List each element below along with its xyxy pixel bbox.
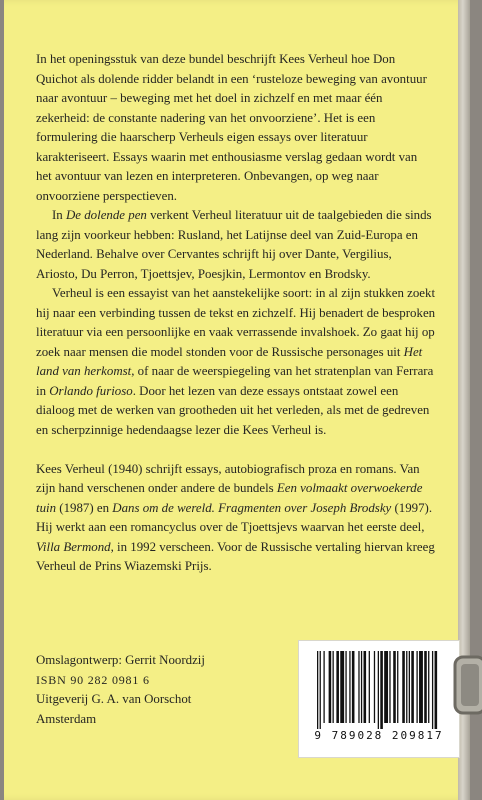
barcode-bar (340, 651, 344, 723)
blurb-paragraph-3: Verheul is een essayist van het aanstekelijke soort: in al zijn stukken zoekt hij naar een verbinding tussen de tekst en zichzelf. Hij benadert de besproken literatuur via een persoonlijke en vaak verrassende invalshoek. Zo gaat hij op zoek naar mensen die model stonden voor de Russische personages uit Het land van herkomst, of naar de weerspiegeling van het stratenplan van Ferrara in Orlando furioso. Door het lezen van deze essays ontstaat zowel een dialoog met de werken van grootheden uit het verleden, als met de gedreven en scherpzinnige hedendaagse lezer die Kees Verheul is. (36, 286, 436, 437)
barcode-bar (409, 651, 410, 723)
barcode-bar (406, 651, 407, 723)
barcode-bar (345, 651, 346, 723)
barcode-bar (374, 651, 375, 723)
security-tag-icon (452, 654, 482, 716)
barcode-bar (349, 651, 350, 723)
barcode-bar (432, 651, 433, 729)
barcode-bar (364, 651, 367, 723)
barcode-bar (393, 651, 396, 723)
barcode-bar (411, 651, 414, 723)
cover-design-credit: Omslagontwerp: Gerrit Noordzij (36, 653, 205, 667)
author-bio: Kees Verheul (1940) schrijft essays, autobiografisch proza en romans. Van zijn hand verschenen onder andere de bundels Een volmaakt overwoekerde tuin (1987) en Dans om de wereld. Fragmenten over Joseph Brodsky (1997). Hij werkt aan een romancyclus over de Tjoettsjevs waarvan het eerste deel, Villa Bermond, in 1992 verscheen. Voor de Russische vertaling hiervan kreeg Verheul de Prins Wiazemski Prijs. (36, 461, 435, 573)
barcode-bar (378, 651, 379, 729)
barcode-bar (333, 651, 334, 723)
barcode-bar (352, 651, 355, 723)
barcode-bar (424, 651, 427, 723)
barcode-bar (397, 651, 398, 723)
colophon (36, 651, 286, 729)
barcode-bar (384, 651, 388, 723)
barcode-bar (323, 651, 324, 723)
isbn: ISBN 90 282 0981 6 (36, 672, 150, 687)
publisher: Uitgeverij G. A. van Oorschot (36, 692, 192, 706)
barcode-bars (317, 651, 441, 729)
blurb-text (36, 50, 436, 577)
publisher-city: Amsterdam (36, 711, 97, 726)
barcode-bar (428, 651, 429, 723)
blurb-paragraph-1: In het openingsstuk van deze bundel beschrijft Kees Verheul hoe Don Quichot als dolende ridder belandt in een ‘rusteloze beweging van avontuur naar avontuur – beweging met het doel in zichzelf en met maar één zekerheid: de constante nadering van het onvoorziene’. Het is een formulering die haarscherp Verheuls eigen essays over literatuur karakteriseert. Essays waarin met enthousiasme verslag gedaan wordt van het avontuur van lezen en interpreteren. Onbevangen, op weg naar onvoorziene perspectieven. (36, 52, 427, 203)
barcode-bar (416, 651, 417, 723)
barcode-bar (361, 651, 362, 723)
barcode-bar (329, 651, 332, 723)
barcode-label (298, 640, 460, 758)
barcode-bar (402, 651, 405, 723)
barcode-number: 9 789028 209817 (314, 729, 444, 742)
barcode-bar (358, 651, 359, 723)
barcode-bar (320, 651, 321, 729)
barcode-bar (380, 651, 383, 729)
barcode-bar (317, 651, 318, 729)
book-title: De dolende pen (65, 208, 147, 222)
barcode-bar (336, 651, 339, 723)
barcode-bar (435, 651, 438, 729)
barcode-bar (419, 651, 423, 723)
blurb-paragraph-2: In De dolende pen verkent Verheul literatuur uit de taalgebieden die sinds lang zijn voorkeur hebben: Rusland, het Latijnse deel van Zuid-Europa en Nederland. Behalve over Cervantes schrijft hij over Dante, Vergilius, Ariosto, Du Perron, Tjoettsjev, Poesjkin, Lermontov en Brodsky. (36, 208, 432, 281)
barcode-bar (369, 651, 370, 723)
barcode-bar (389, 651, 390, 723)
